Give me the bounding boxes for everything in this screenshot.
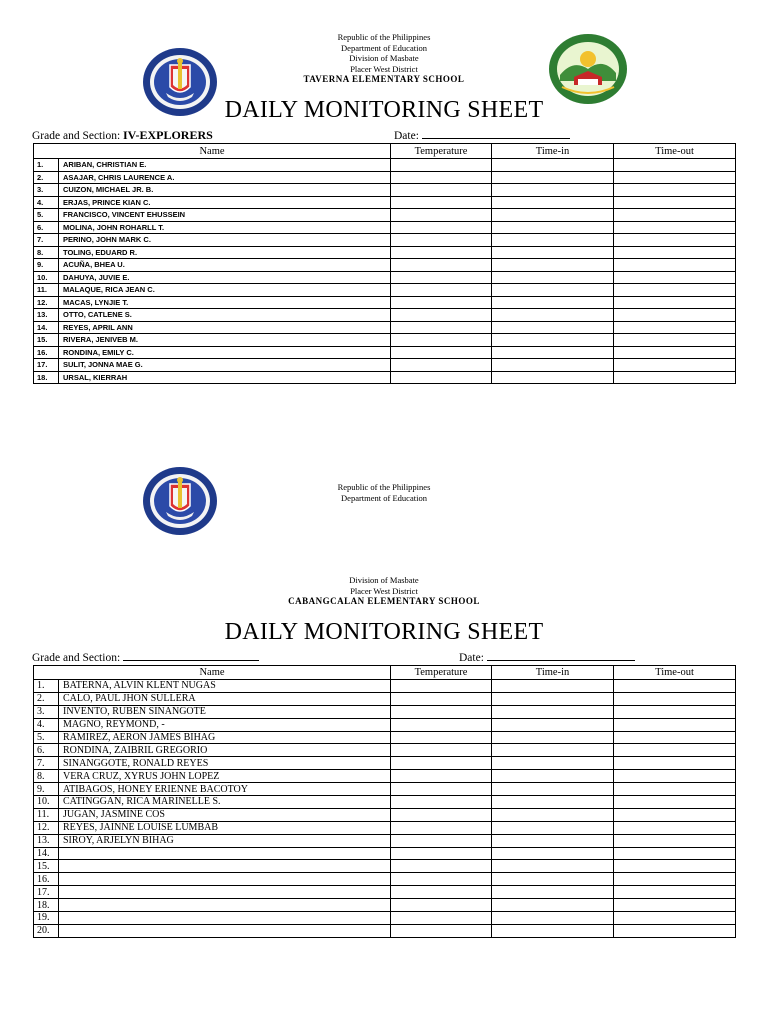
row-number: 11. xyxy=(34,284,59,297)
time-out-cell[interactable] xyxy=(614,246,736,259)
table-row xyxy=(34,284,736,297)
time-in-cell[interactable] xyxy=(492,705,614,718)
time-out-cell[interactable] xyxy=(614,705,736,718)
time-in-cell[interactable] xyxy=(492,847,614,860)
header-district-2: Placer West District xyxy=(350,585,418,596)
student-name xyxy=(59,873,391,886)
temperature-cell[interactable] xyxy=(391,196,492,209)
time-out-cell[interactable] xyxy=(614,359,736,372)
table-row xyxy=(34,309,736,322)
row-number: 6. xyxy=(34,221,59,234)
time-out-cell[interactable] xyxy=(614,796,736,809)
grade-section-value: IV-EXPLORERS xyxy=(123,128,213,142)
column-header-time-out: Time-out xyxy=(614,144,736,159)
table-row xyxy=(34,757,736,770)
time-in-cell[interactable] xyxy=(492,770,614,783)
column-header-temperature: Temperature xyxy=(391,144,492,159)
time-out-cell[interactable] xyxy=(614,821,736,834)
header-republic-2: Republic of the Philippines xyxy=(337,482,431,492)
table-row xyxy=(34,184,736,197)
header-division-2: Division of Masbate xyxy=(349,575,419,585)
student-name: MACAS, LYNJIE T. xyxy=(59,296,391,309)
header-block-2-bottom xyxy=(234,575,534,607)
temperature-cell[interactable] xyxy=(391,770,492,783)
row-number: 14. xyxy=(34,847,59,860)
table-row xyxy=(34,371,736,384)
temperature-cell[interactable] xyxy=(391,309,492,322)
time-in-cell[interactable] xyxy=(492,184,614,197)
time-in-cell[interactable] xyxy=(492,196,614,209)
row-number: 10. xyxy=(34,796,59,809)
row-number: 12. xyxy=(34,296,59,309)
date-label: Date: xyxy=(394,130,419,142)
time-out-cell[interactable] xyxy=(614,731,736,744)
table-row xyxy=(34,359,736,372)
student-name: RIVERA, JENIVEB M. xyxy=(59,334,391,347)
table-row xyxy=(34,221,736,234)
table-row xyxy=(34,821,736,834)
row-number: 2. xyxy=(34,171,59,184)
row-number: 14. xyxy=(34,321,59,334)
temperature-cell[interactable] xyxy=(391,159,492,172)
column-header-time-in: Time-in xyxy=(492,144,614,159)
time-in-cell[interactable] xyxy=(492,886,614,899)
table-row xyxy=(34,171,736,184)
time-out-cell[interactable] xyxy=(614,757,736,770)
student-name: MOLINA, JOHN ROHARLL T. xyxy=(59,221,391,234)
time-out-cell[interactable] xyxy=(614,873,736,886)
row-number: 3. xyxy=(34,705,59,718)
time-in-cell[interactable] xyxy=(492,246,614,259)
page-title: DAILY MONITORING SHEET xyxy=(224,97,544,123)
header-division: Division of Masbate xyxy=(349,53,419,63)
row-number: 2. xyxy=(34,692,59,705)
student-name xyxy=(59,899,391,912)
date-field[interactable] xyxy=(422,128,570,139)
time-out-cell[interactable] xyxy=(614,718,736,731)
grade-section-field-2[interactable] xyxy=(123,650,259,661)
student-name: ERJAS, PRINCE KIAN C. xyxy=(59,196,391,209)
temperature-cell[interactable] xyxy=(391,692,492,705)
row-number: 8. xyxy=(34,770,59,783)
time-in-cell[interactable] xyxy=(492,346,614,359)
column-header-name: Name xyxy=(34,144,391,159)
student-name xyxy=(59,924,391,937)
time-out-cell[interactable] xyxy=(614,171,736,184)
student-name: OTTO, CATLENE S. xyxy=(59,309,391,322)
table-row xyxy=(34,705,736,718)
row-number: 11. xyxy=(34,808,59,821)
time-in-cell[interactable] xyxy=(492,783,614,796)
temperature-cell[interactable] xyxy=(391,886,492,899)
time-out-cell[interactable] xyxy=(614,196,736,209)
student-name: CALO, PAUL JHON SULLERA xyxy=(59,692,391,705)
student-name: SULIT, JONNA MAE G. xyxy=(59,359,391,372)
column-header-time-out-2: Time-out xyxy=(614,666,736,680)
time-out-cell[interactable] xyxy=(614,346,736,359)
temperature-cell[interactable] xyxy=(391,783,492,796)
time-out-cell[interactable] xyxy=(614,808,736,821)
time-in-cell[interactable] xyxy=(492,359,614,372)
temperature-cell[interactable] xyxy=(391,271,492,284)
table-row xyxy=(34,924,736,937)
temperature-cell[interactable] xyxy=(391,860,492,873)
temperature-cell[interactable] xyxy=(391,744,492,757)
time-in-cell[interactable] xyxy=(492,209,614,222)
temperature-cell[interactable] xyxy=(391,731,492,744)
student-name: ARIBAN, CHRISTIAN E. xyxy=(59,159,391,172)
temperature-cell[interactable] xyxy=(391,296,492,309)
temperature-cell[interactable] xyxy=(391,718,492,731)
temperature-cell[interactable] xyxy=(391,899,492,912)
time-out-cell[interactable] xyxy=(614,886,736,899)
row-number: 12. xyxy=(34,821,59,834)
table-row xyxy=(34,296,736,309)
row-number: 9. xyxy=(34,259,59,272)
time-in-cell[interactable] xyxy=(492,692,614,705)
time-out-cell[interactable] xyxy=(614,834,736,847)
time-in-cell[interactable] xyxy=(492,159,614,172)
row-number: 18. xyxy=(34,371,59,384)
student-name xyxy=(59,847,391,860)
time-in-cell[interactable] xyxy=(492,284,614,297)
table-row xyxy=(34,196,736,209)
row-number: 17. xyxy=(34,886,59,899)
time-out-cell[interactable] xyxy=(614,321,736,334)
temperature-cell[interactable] xyxy=(391,184,492,197)
student-name: TOLING, EDUARD R. xyxy=(59,246,391,259)
time-out-cell[interactable] xyxy=(614,924,736,937)
time-out-cell[interactable] xyxy=(614,296,736,309)
temperature-cell[interactable] xyxy=(391,321,492,334)
table-row xyxy=(34,770,736,783)
time-out-cell[interactable] xyxy=(614,334,736,347)
time-in-cell[interactable] xyxy=(492,899,614,912)
table-header-row xyxy=(34,144,736,159)
time-out-cell[interactable] xyxy=(614,912,736,925)
student-name: REYES, APRIL ANN xyxy=(59,321,391,334)
header-block xyxy=(234,32,534,85)
time-in-cell[interactable] xyxy=(492,271,614,284)
time-in-cell[interactable] xyxy=(492,757,614,770)
time-out-cell[interactable] xyxy=(614,847,736,860)
row-number: 16. xyxy=(34,346,59,359)
time-out-cell[interactable] xyxy=(614,221,736,234)
attendance-table-2 xyxy=(33,665,736,938)
time-out-cell[interactable] xyxy=(614,783,736,796)
temperature-cell[interactable] xyxy=(391,821,492,834)
date-row-2 xyxy=(459,650,635,664)
student-name xyxy=(59,886,391,899)
row-number: 19. xyxy=(34,912,59,925)
time-in-cell[interactable] xyxy=(492,731,614,744)
row-number: 1. xyxy=(34,680,59,693)
table-row xyxy=(34,744,736,757)
row-number: 15. xyxy=(34,860,59,873)
header-school-name-2: CABANGCALAN ELEMENTARY SCHOOL xyxy=(288,596,480,606)
header-school-name: TAVERNA ELEMENTARY SCHOOL xyxy=(303,74,465,84)
temperature-cell[interactable] xyxy=(391,680,492,693)
table-row xyxy=(34,234,736,247)
row-number: 4. xyxy=(34,196,59,209)
table-row xyxy=(34,321,736,334)
temperature-cell[interactable] xyxy=(391,912,492,925)
row-number: 10. xyxy=(34,271,59,284)
student-name: RAMIREZ, AERON JAMES BIHAG xyxy=(59,731,391,744)
temperature-cell[interactable] xyxy=(391,705,492,718)
table-row xyxy=(34,259,736,272)
student-name: SINANGGOTE, RONALD REYES xyxy=(59,757,391,770)
student-name xyxy=(59,912,391,925)
table-row xyxy=(34,159,736,172)
table-row xyxy=(34,271,736,284)
table-row xyxy=(34,209,736,222)
temperature-cell[interactable] xyxy=(391,259,492,272)
time-in-cell[interactable] xyxy=(492,221,614,234)
time-out-cell[interactable] xyxy=(614,259,736,272)
time-out-cell[interactable] xyxy=(614,271,736,284)
time-in-cell[interactable] xyxy=(492,334,614,347)
row-number: 18. xyxy=(34,899,59,912)
grade-section-label-2: Grade and Section: xyxy=(32,652,121,664)
temperature-cell[interactable] xyxy=(391,209,492,222)
time-in-cell[interactable] xyxy=(492,171,614,184)
temperature-cell[interactable] xyxy=(391,796,492,809)
temperature-cell[interactable] xyxy=(391,873,492,886)
student-name: ATIBAGOS, HONEY ERIENNE BACOTOY xyxy=(59,783,391,796)
student-name: BATERNA, ALVIN KLENT NUGAS xyxy=(59,680,391,693)
time-in-cell[interactable] xyxy=(492,259,614,272)
row-number: 1. xyxy=(34,159,59,172)
student-name: MAGNO, REYMOND, - xyxy=(59,718,391,731)
time-out-cell[interactable] xyxy=(614,234,736,247)
header-republic: Republic of the Philippines xyxy=(337,32,431,42)
temperature-cell[interactable] xyxy=(391,334,492,347)
table-row xyxy=(34,731,736,744)
time-out-cell[interactable] xyxy=(614,770,736,783)
header-block-2-top xyxy=(234,482,534,503)
page-title-2: DAILY MONITORING SHEET xyxy=(224,619,544,645)
row-number: 6. xyxy=(34,744,59,757)
time-in-cell[interactable] xyxy=(492,321,614,334)
row-number: 9. xyxy=(34,783,59,796)
table-header-row-2 xyxy=(34,666,736,680)
row-number: 13. xyxy=(34,309,59,322)
row-number: 7. xyxy=(34,234,59,247)
table-row xyxy=(34,346,736,359)
student-name: RONDINA, EMILY C. xyxy=(59,346,391,359)
time-in-cell[interactable] xyxy=(492,821,614,834)
temperature-cell[interactable] xyxy=(391,284,492,297)
temperature-cell[interactable] xyxy=(391,171,492,184)
grade-section-row xyxy=(32,128,213,143)
row-number: 7. xyxy=(34,757,59,770)
time-out-cell[interactable] xyxy=(614,184,736,197)
deped-seal-logo-2 xyxy=(142,466,218,541)
time-out-cell[interactable] xyxy=(614,159,736,172)
student-name: MALAQUE, RICA JEAN C. xyxy=(59,284,391,297)
table-row xyxy=(34,796,736,809)
temperature-cell[interactable] xyxy=(391,808,492,821)
time-in-cell[interactable] xyxy=(492,371,614,384)
row-number: 17. xyxy=(34,359,59,372)
table-row xyxy=(34,912,736,925)
column-header-time-in-2: Time-in xyxy=(492,666,614,680)
time-in-cell[interactable] xyxy=(492,309,614,322)
temperature-cell[interactable] xyxy=(391,757,492,770)
time-in-cell[interactable] xyxy=(492,680,614,693)
date-row xyxy=(394,128,570,142)
table-row xyxy=(34,692,736,705)
table-row xyxy=(34,783,736,796)
table-row xyxy=(34,899,736,912)
student-name: FRANCISCO, VINCENT EHUSSEIN xyxy=(59,209,391,222)
student-name: CUIZON, MICHAEL JR. B. xyxy=(59,184,391,197)
row-number: 15. xyxy=(34,334,59,347)
time-in-cell[interactable] xyxy=(492,924,614,937)
header-department: Department of Education xyxy=(341,42,427,53)
table-row xyxy=(34,246,736,259)
row-number: 8. xyxy=(34,246,59,259)
time-out-cell[interactable] xyxy=(614,680,736,693)
student-name xyxy=(59,860,391,873)
temperature-cell[interactable] xyxy=(391,246,492,259)
row-number: 5. xyxy=(34,731,59,744)
student-name: REYES, JAINNE LOUISE LUMBAB xyxy=(59,821,391,834)
table-row xyxy=(34,834,736,847)
student-name: PERINO, JOHN MARK C. xyxy=(59,234,391,247)
student-name: DAHUYA, JUVIE E. xyxy=(59,271,391,284)
time-in-cell[interactable] xyxy=(492,296,614,309)
row-number: 4. xyxy=(34,718,59,731)
time-in-cell[interactable] xyxy=(492,834,614,847)
temperature-cell[interactable] xyxy=(391,924,492,937)
student-name: URSAL, KIERRAH xyxy=(59,371,391,384)
grade-section-label: Grade and Section: xyxy=(32,130,121,142)
student-name: RONDINA, ZAIBRIL GREGORIO xyxy=(59,744,391,757)
time-out-cell[interactable] xyxy=(614,371,736,384)
time-out-cell[interactable] xyxy=(614,309,736,322)
column-header-temperature-2: Temperature xyxy=(391,666,492,680)
date-label-2: Date: xyxy=(459,652,484,664)
row-number: 16. xyxy=(34,873,59,886)
time-in-cell[interactable] xyxy=(492,744,614,757)
row-number: 3. xyxy=(34,184,59,197)
time-in-cell[interactable] xyxy=(492,873,614,886)
time-in-cell[interactable] xyxy=(492,912,614,925)
time-in-cell[interactable] xyxy=(492,860,614,873)
time-in-cell[interactable] xyxy=(492,718,614,731)
table-row xyxy=(34,808,736,821)
table-row xyxy=(34,334,736,347)
temperature-cell[interactable] xyxy=(391,234,492,247)
time-out-cell[interactable] xyxy=(614,899,736,912)
student-name: JUGAN, JASMINE COS xyxy=(59,808,391,821)
grade-section-row-2 xyxy=(32,650,259,664)
temperature-cell[interactable] xyxy=(391,221,492,234)
table-row xyxy=(34,873,736,886)
time-in-cell[interactable] xyxy=(492,796,614,809)
table-row xyxy=(34,860,736,873)
temperature-cell[interactable] xyxy=(391,834,492,847)
student-name: SIROY, ARJELYN BIHAG xyxy=(59,834,391,847)
student-name: ACUÑA, BHEA U. xyxy=(59,259,391,272)
time-out-cell[interactable] xyxy=(614,284,736,297)
time-out-cell[interactable] xyxy=(614,744,736,757)
time-out-cell[interactable] xyxy=(614,860,736,873)
student-name: ASAJAR, CHRIS LAURENCE A. xyxy=(59,171,391,184)
student-name: INVENTO, RUBEN SINANGOTE xyxy=(59,705,391,718)
time-out-cell[interactable] xyxy=(614,209,736,222)
time-out-cell[interactable] xyxy=(614,692,736,705)
date-field-2[interactable] xyxy=(487,650,635,661)
temperature-cell[interactable] xyxy=(391,847,492,860)
header-department-2: Department of Education xyxy=(341,492,427,503)
attendance-table-1 xyxy=(33,143,736,384)
row-number: 5. xyxy=(34,209,59,222)
temperature-cell[interactable] xyxy=(391,346,492,359)
student-name: CATINGGAN, RICA MARINELLE S. xyxy=(59,796,391,809)
time-in-cell[interactable] xyxy=(492,234,614,247)
row-number: 13. xyxy=(34,834,59,847)
table-row xyxy=(34,718,736,731)
table-row xyxy=(34,680,736,693)
row-number: 20. xyxy=(34,924,59,937)
time-in-cell[interactable] xyxy=(492,808,614,821)
column-header-name-2: Name xyxy=(34,666,391,680)
table-row xyxy=(34,847,736,860)
table-row xyxy=(34,886,736,899)
header-district: Placer West District xyxy=(350,63,418,74)
temperature-cell[interactable] xyxy=(391,359,492,372)
temperature-cell[interactable] xyxy=(391,371,492,384)
student-name: VERA CRUZ, XYRUS JOHN LOPEZ xyxy=(59,770,391,783)
